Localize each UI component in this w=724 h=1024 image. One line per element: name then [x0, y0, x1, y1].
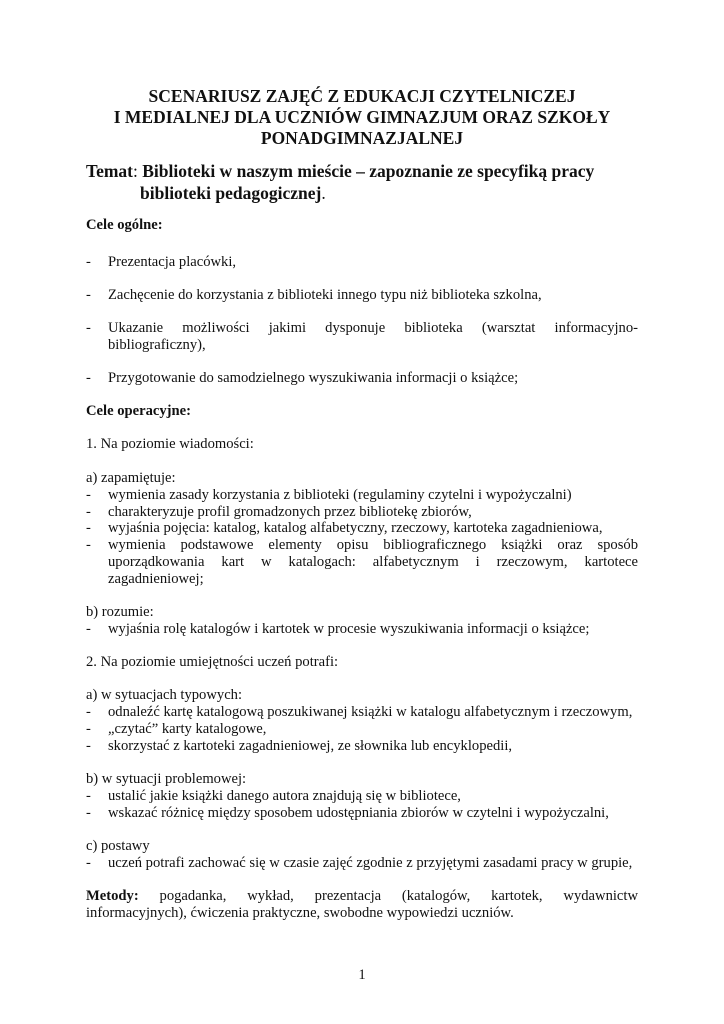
topic-colon: : [133, 161, 143, 181]
topic [86, 160, 646, 204]
methods-text: pogadanka, wykład, prezentacja (katalogów, kartotek, wydawnictw [138, 888, 638, 904]
level-2-heading: 2. Na poziomie umiejętności uczeń potrafi: [86, 654, 339, 670]
topic-period: . [321, 183, 326, 203]
list-item-continued: uporządkowania kart w katalogach: alfabetycznym i rzeczowym, kartotece [108, 554, 638, 570]
list-item: - Ukazanie możliwości jakimi dysponuje biblioteka (warsztat informacyjno- [86, 320, 638, 336]
level-1-heading: 1. Na poziomie wiadomości: [86, 436, 254, 452]
title-line: SCENARIUSZ ZAJĘĆ Z EDUKACJI CZYTELNICZEJ [148, 86, 576, 106]
list-item: - wymienia zasady korzystania z biblioteki (regulaminy czytelni i wypożyczalni) [86, 487, 572, 503]
list-item: - „czytać” karty katalogowe, [86, 721, 267, 737]
topic-text: biblioteki pedagogicznej [140, 183, 322, 203]
page-number: 1 [358, 967, 366, 983]
sub-heading: b) w sytuacji problemowej: [86, 771, 247, 787]
list-item: - odnaleźć kartę katalogową poszukiwanej książki w katalogu alfabetycznym i rzeczowym, [86, 704, 633, 720]
sub-heading: a) zapamiętuje: [86, 470, 176, 486]
operational-goals-heading: Cele operacyjne: [86, 403, 191, 419]
list-item: - skorzystać z kartoteki zagadnieniowej, ze słownika lub encyklopedii, [86, 738, 513, 754]
list-item: - Przygotowanie do samodzielnego wyszukiwania informacji o książce; [86, 370, 519, 386]
list-item: - ustalić jakie książki danego autora znajdują się w bibliotece, [86, 788, 461, 804]
list-item: - Prezentacja placówki, [86, 254, 237, 270]
methods-label: Metody: [86, 888, 139, 904]
methods-paragraph [86, 887, 638, 905]
list-item: - charakteryzuje profil gromadzonych przez bibliotekę zbiorów, [86, 504, 472, 520]
list-item: - wyjaśnia rolę katalogów i kartotek w procesie wyszukiwania informacji o książce; [86, 621, 590, 637]
document-title [60, 86, 664, 149]
list-item-continued: zagadnieniowej; [108, 571, 204, 587]
general-goals-heading: Cele ogólne: [86, 217, 163, 233]
topic-text: Biblioteki w naszym mieście – zapoznanie ze specyfiką pracy [142, 161, 595, 181]
sub-heading: a) w sytuacjach typowych: [86, 687, 243, 703]
sub-heading: b) rozumie: [86, 604, 154, 620]
sub-heading: c) postawy [86, 838, 150, 854]
list-item: - uczeń potrafi zachować się w czasie zajęć zgodnie z przyjętymi zasadami pracy w grupie, [86, 855, 633, 871]
title-line: PONADGIMNAZJALNEJ [260, 128, 464, 148]
list-item: - wymienia podstawowe elementy opisu bibliograficznego książki oraz sposób [86, 537, 638, 553]
list-item: - Zachęcenie do korzystania z biblioteki innego typu niż biblioteka szkolna, [86, 287, 542, 303]
topic-label: Temat [86, 161, 133, 181]
list-item: - wyjaśnia pojęcia: katalog, katalog alfabetyczny, rzeczowy, kartoteka zagadnieniowa, [86, 520, 603, 536]
title-line: I MEDIALNEJ DLA UCZNIÓW GIMNAZJUM ORAZ SZKOŁY [113, 107, 611, 127]
list-item-continued: bibliograficzny), [108, 337, 206, 353]
methods-text-continued: informacyjnych), ćwiczenia praktyczne, swobodne wypowiedzi uczniów. [86, 905, 514, 921]
list-item: - wskazać różnicę między sposobem udostępniania zbiorów w czytelni i wypożyczalni, [86, 805, 609, 821]
